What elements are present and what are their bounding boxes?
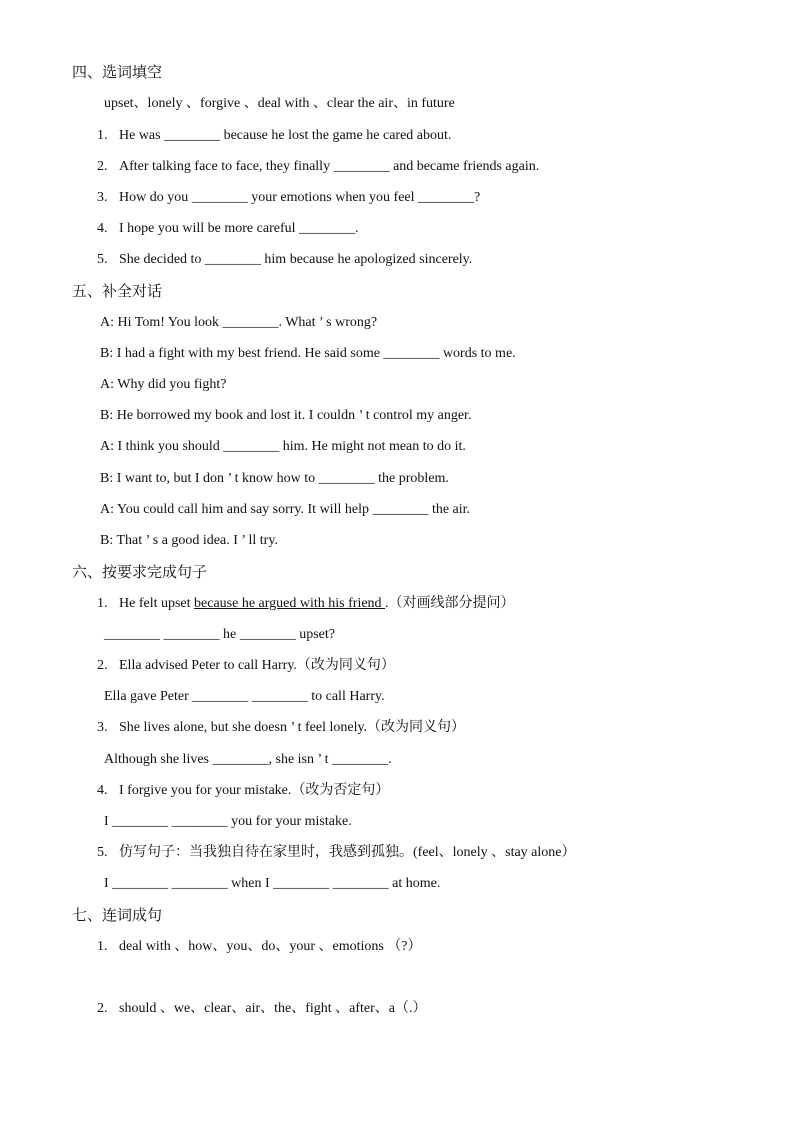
item-text: deal with 、how、you、do、your 、emotions （?） <box>119 939 422 954</box>
dialogue-line: B: I want to, but I don ’ t know how to ________ the problem. <box>100 471 449 486</box>
item-number: 1. <box>97 128 108 143</box>
item-text: He was ________ because he lost the game he cared about. <box>119 128 452 143</box>
reorder-item-1 <box>97 938 422 956</box>
item-number: 4. <box>97 221 108 236</box>
item-text: He felt upset <box>119 596 195 611</box>
reorder-item-2 <box>97 1000 427 1018</box>
item-number: 1. <box>97 596 108 611</box>
item-number: 3. <box>97 720 108 735</box>
dialogue-line: B: That ’ s a good idea. I ’ ll try. <box>100 533 278 548</box>
item-text: I hope you will be more careful ________. <box>119 221 359 236</box>
fill-item-2 <box>97 158 539 176</box>
underlined-phrase: because he argued with his friend <box>194 596 386 611</box>
answer-line-2: Ella gave Peter ________ ________ to call Harry. <box>104 689 385 704</box>
item-text: I forgive you for your mistake.（改为否定句） <box>119 783 390 798</box>
dialogue-line: B: I had a fight with my best friend. He said some ________ words to me. <box>100 346 516 361</box>
fill-item-4 <box>97 220 359 238</box>
item-number: 5. <box>97 845 108 860</box>
answer-line-3: Although she lives ________, she isn ’ t ________. <box>104 752 392 767</box>
section-7-title: 七、连词成句 <box>72 906 163 924</box>
rewrite-item-4 <box>97 782 389 800</box>
fill-item-1 <box>97 127 451 145</box>
item-number: 2. <box>97 1001 108 1016</box>
section-5-title: 五、补全对话 <box>72 282 163 300</box>
answer-line-1: ________ ________ he ________ upset? <box>104 627 335 642</box>
item-number: 3. <box>97 190 108 205</box>
item-number: 1. <box>97 939 108 954</box>
rewrite-item-1 <box>97 595 515 613</box>
item-number: 5. <box>97 252 108 267</box>
item-text: How do you ________ your emotions when you feel ________? <box>119 190 481 205</box>
fill-item-5 <box>97 251 472 269</box>
section-4-title: 四、选词填空 <box>72 63 163 81</box>
word-bank: upset、lonely 、forgive 、deal with 、clear the air、in future <box>104 96 455 111</box>
item-number: 2. <box>97 658 108 673</box>
item-text: should 、we、clear、air、the、fight 、after、a（.） <box>119 1001 427 1016</box>
item-instruction: .（对画线部分提问） <box>385 596 515 611</box>
dialogue-line: A: Why did you fight? <box>100 377 227 392</box>
answer-line-4: I ________ ________ you for your mistake. <box>104 814 352 829</box>
dialogue-line: A: Hi Tom! You look ________. What ’ s wrong? <box>100 315 378 330</box>
item-number: 4. <box>97 783 108 798</box>
dialogue-line: A: I think you should ________ him. He might not mean to do it. <box>100 439 466 454</box>
rewrite-item-5 <box>97 844 576 862</box>
rewrite-item-2 <box>97 657 395 675</box>
item-number: 2. <box>97 159 108 174</box>
answer-line-5: I ________ ________ when I ________ ________ at home. <box>104 876 441 891</box>
item-text: After talking face to face, they finally ________ and became friends again. <box>119 159 540 174</box>
rewrite-item-3 <box>97 719 465 737</box>
dialogue-line: B: He borrowed my book and lost it. I couldn ’ t control my anger. <box>100 408 472 423</box>
item-text: She lives alone, but she doesn ’ t feel lonely.（改为同义句） <box>119 720 466 735</box>
section-6-title: 六、按要求完成句子 <box>72 563 208 581</box>
item-text: 仿写句子：当我独自待在家里时，我感到孤独。(feel、lonely 、stay alone） <box>119 845 576 860</box>
item-text: She decided to ________ him because he apologized sincerely. <box>119 252 473 267</box>
fill-item-3 <box>97 189 480 207</box>
dialogue-line: A: You could call him and say sorry. It will help ________ the air. <box>100 502 471 517</box>
item-text: Ella advised Peter to call Harry.（改为同义句） <box>119 658 395 673</box>
